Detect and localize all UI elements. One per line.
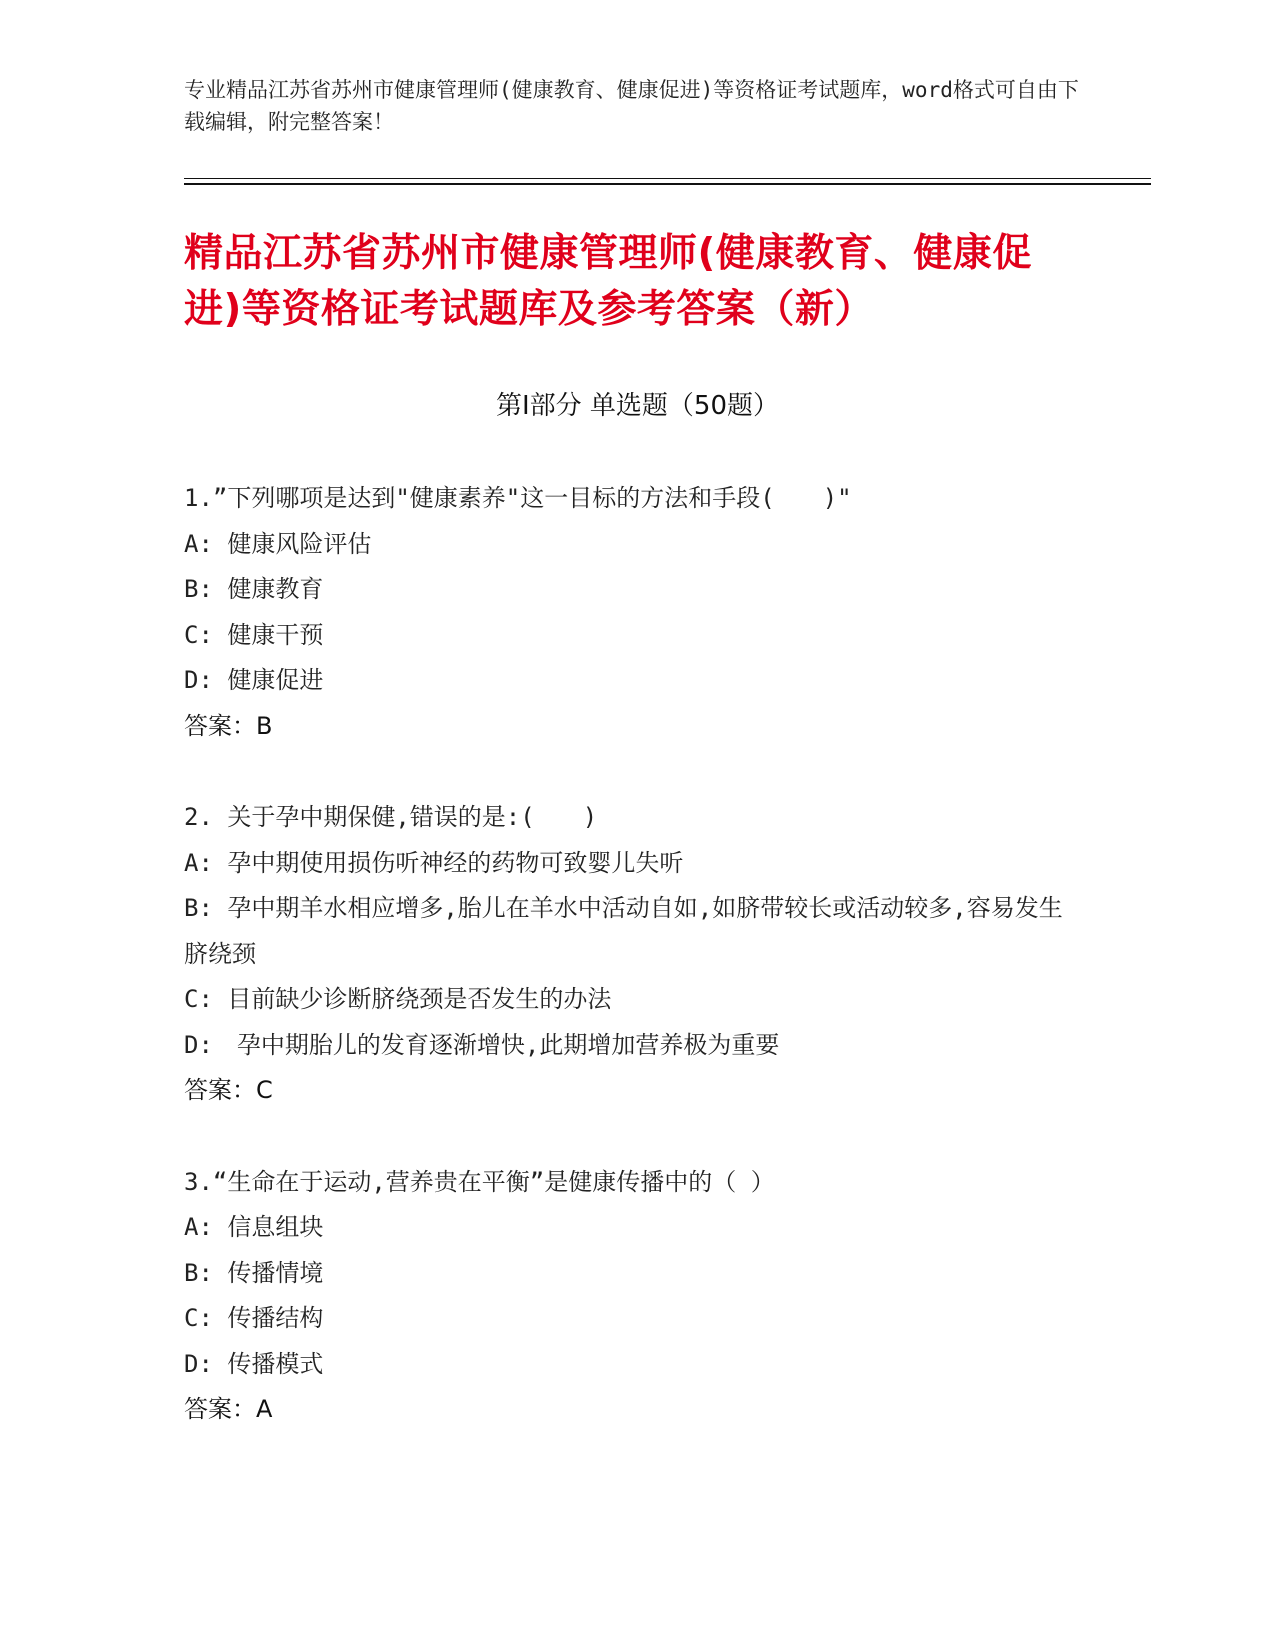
header-divider-thick xyxy=(184,183,1151,185)
header-divider-thin xyxy=(184,178,1151,179)
option-a: A: 信息组块 xyxy=(184,1213,324,1241)
question-stem: 2. 关于孕中期保健,错误的是:( ) xyxy=(184,803,598,831)
answer-line: 答案：B xyxy=(184,711,273,740)
option-c: C: 传播结构 xyxy=(184,1304,324,1332)
option-b: B: 孕中期羊水相应增多,胎儿在羊水中活动自如,如脐带较长或活动较多,容易发生脐绕颈 xyxy=(184,894,1063,968)
option-a: A: 健康风险评估 xyxy=(184,529,372,558)
answer-line: 答案：C xyxy=(184,1076,273,1104)
option-a: A: 孕中期使用损伤听神经的药物可致婴儿失听 xyxy=(184,848,684,877)
question-stem: 1.”下列哪项是达到"健康素养"这一目标的方法和手段( )" xyxy=(184,484,852,512)
option-d: D: 健康促进 xyxy=(184,666,324,694)
question-list xyxy=(184,476,1084,1479)
document-title: 精品江苏省苏州市健康管理师(健康教育、健康促进)等资格证考试题库及参考答案（新） xyxy=(184,231,1032,332)
option-c: C: 目前缺少诊断脐绕颈是否发生的办法 xyxy=(184,985,612,1013)
question-3 xyxy=(184,1160,1084,1433)
option-d: D: 传播模式 xyxy=(184,1349,324,1378)
section-title: 第Ⅰ部分 单选题（50题） xyxy=(495,391,780,421)
option-b: B: 健康教育 xyxy=(184,575,324,603)
answer-line: 答案：A xyxy=(184,1395,273,1423)
option-c: C: 健康干预 xyxy=(184,620,324,649)
question-stem: 3.“生命在于运动,营养贵在平衡”是健康传播中的（ ） xyxy=(184,1167,775,1196)
option-d: D: 孕中期胎儿的发育逐渐增快,此期增加营养极为重要 xyxy=(184,1030,780,1059)
question-2 xyxy=(184,795,1084,1114)
question-1 xyxy=(184,476,1084,749)
option-b: B: 传播情境 xyxy=(184,1258,324,1287)
header-note: 专业精品江苏省苏州市健康管理师(健康教育、健康促进)等资格证考试题库，word格式可自由下载编辑，附完整答案！ xyxy=(184,78,1079,134)
